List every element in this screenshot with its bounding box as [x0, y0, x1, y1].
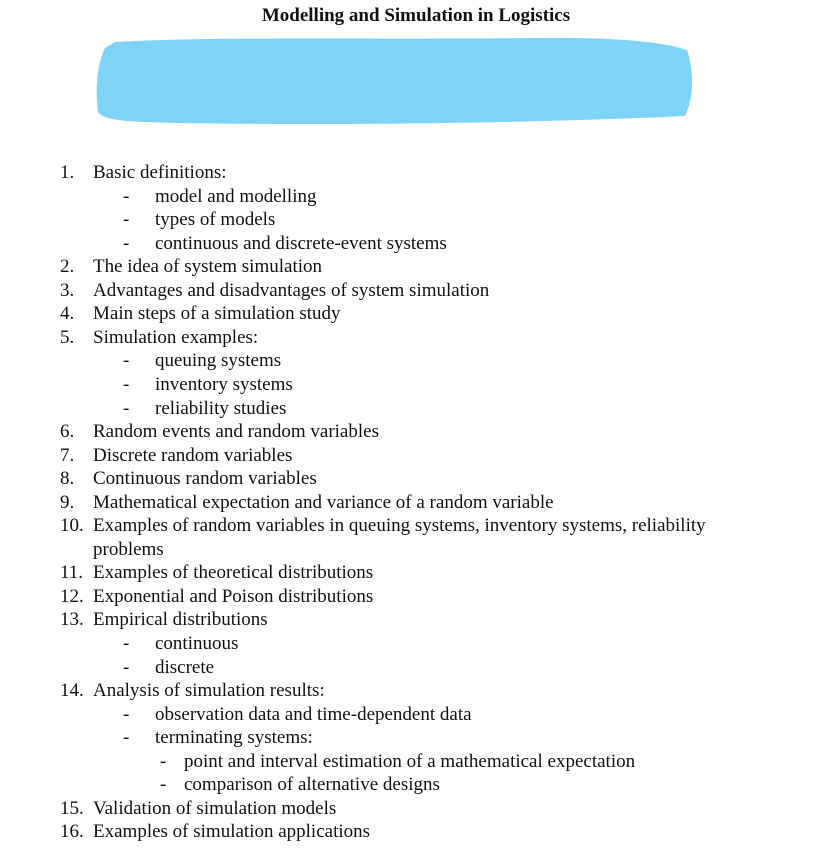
dash-bullet: - — [123, 656, 130, 678]
sub-item-text: continuous — [155, 633, 239, 654]
sub-sub-item — [0, 750, 832, 774]
dash-bullet: - — [123, 703, 130, 725]
item-number: 1. — [60, 162, 75, 183]
topic-item — [0, 279, 832, 303]
sub-item — [0, 632, 832, 656]
dash-bullet: - — [123, 209, 130, 231]
item-number: 14. — [60, 680, 84, 702]
dash-bullet: - — [123, 373, 130, 395]
sub-item — [0, 232, 832, 256]
item-number: 11. — [60, 562, 84, 584]
dash-bullet: - — [123, 633, 130, 654]
item-number: 13. — [60, 609, 84, 631]
topic-item — [0, 585, 832, 609]
item-text: Analysis of simulation results: — [93, 680, 325, 702]
item-number: 15. — [60, 797, 84, 819]
dash-bullet: - — [123, 350, 130, 372]
topic-item — [0, 820, 832, 844]
topic-item — [0, 444, 832, 468]
sub-item-text: model and modelling — [155, 185, 317, 207]
item-text: Mathematical expectation and variance of a random variable — [93, 491, 554, 513]
topic-item — [0, 514, 832, 538]
sub-sub-item-text: point and interval estimation of a mathematical expectation — [184, 750, 636, 772]
sub-item — [0, 703, 832, 727]
topic-item — [0, 679, 832, 703]
item-number: 10. — [60, 515, 84, 537]
sub-item — [0, 397, 832, 421]
dash-bullet: - — [123, 397, 130, 419]
sub-item — [0, 656, 832, 680]
topic-item — [0, 608, 832, 632]
item-text: Exponential and Poison distributions — [93, 585, 374, 607]
item-text: Main steps of a simulation study — [93, 303, 341, 325]
dash-bullet: - — [160, 750, 167, 772]
item-number: 8. — [60, 468, 75, 490]
item-number: 5. — [60, 326, 75, 348]
topic-item — [0, 302, 832, 326]
sub-item — [0, 726, 832, 750]
sub-item-text: types of models — [155, 209, 276, 231]
topic-item — [0, 255, 832, 279]
item-text: Basic definitions: — [93, 162, 227, 183]
sub-item — [0, 208, 832, 232]
sub-item-text: reliability studies — [155, 397, 287, 419]
sub-item — [0, 373, 832, 397]
item-text: Empirical distributions — [93, 609, 268, 631]
topic-item — [0, 467, 832, 491]
topic-item — [0, 561, 832, 585]
item-number: 2. — [60, 256, 75, 278]
item-text: Examples of simulation applications — [93, 821, 371, 843]
dash-bullet: - — [123, 185, 130, 207]
item-text: Simulation examples: — [93, 326, 259, 348]
topic-item — [0, 797, 832, 821]
item-text: Discrete random variables — [93, 444, 293, 466]
dash-bullet: - — [123, 727, 130, 749]
item-text: Validation of simulation models — [93, 797, 337, 819]
item-number: 3. — [60, 279, 75, 301]
item-text: Examples of theoretical distributions — [93, 562, 374, 584]
item-text: Random events and random variables — [93, 421, 379, 443]
item-number: 6. — [60, 421, 75, 443]
item-number: 16. — [60, 821, 84, 843]
dash-bullet: - — [160, 774, 167, 796]
item-text: Continuous random variables — [93, 468, 317, 490]
item-text: Advantages and disadvantages of system simulation — [93, 279, 490, 301]
topic-item — [0, 420, 832, 444]
topic-item — [0, 161, 832, 185]
item-number: 12. — [60, 585, 84, 607]
item-text: Examples of random variables in queuing systems, inventory systems, reliability — [93, 515, 706, 537]
sub-item — [0, 185, 832, 209]
sub-item-text: terminating systems: — [155, 727, 313, 749]
item-text-continued: problems — [93, 538, 164, 560]
item-number: 7. — [60, 444, 75, 466]
topic-item — [0, 326, 832, 350]
item-number: 4. — [60, 303, 75, 325]
redaction-scribble — [95, 34, 695, 129]
sub-item-text: inventory systems — [155, 373, 293, 395]
sub-item-text: queuing systems — [155, 350, 282, 372]
dash-bullet: - — [123, 232, 130, 254]
document-title: Modelling and Simulation in Logistics — [261, 5, 571, 26]
sub-item — [0, 349, 832, 373]
sub-item-text: observation data and time-dependent data — [155, 703, 472, 725]
sub-sub-item — [0, 773, 832, 797]
item-number: 9. — [60, 491, 75, 513]
topic-item-continuation — [0, 538, 832, 562]
item-text: The idea of system simulation — [93, 256, 323, 278]
sub-item-text: continuous and discrete-event systems — [155, 232, 447, 254]
topic-item — [0, 491, 832, 515]
sub-item-text: discrete — [155, 656, 215, 678]
sub-sub-item-text: comparison of alternative designs — [184, 774, 440, 796]
